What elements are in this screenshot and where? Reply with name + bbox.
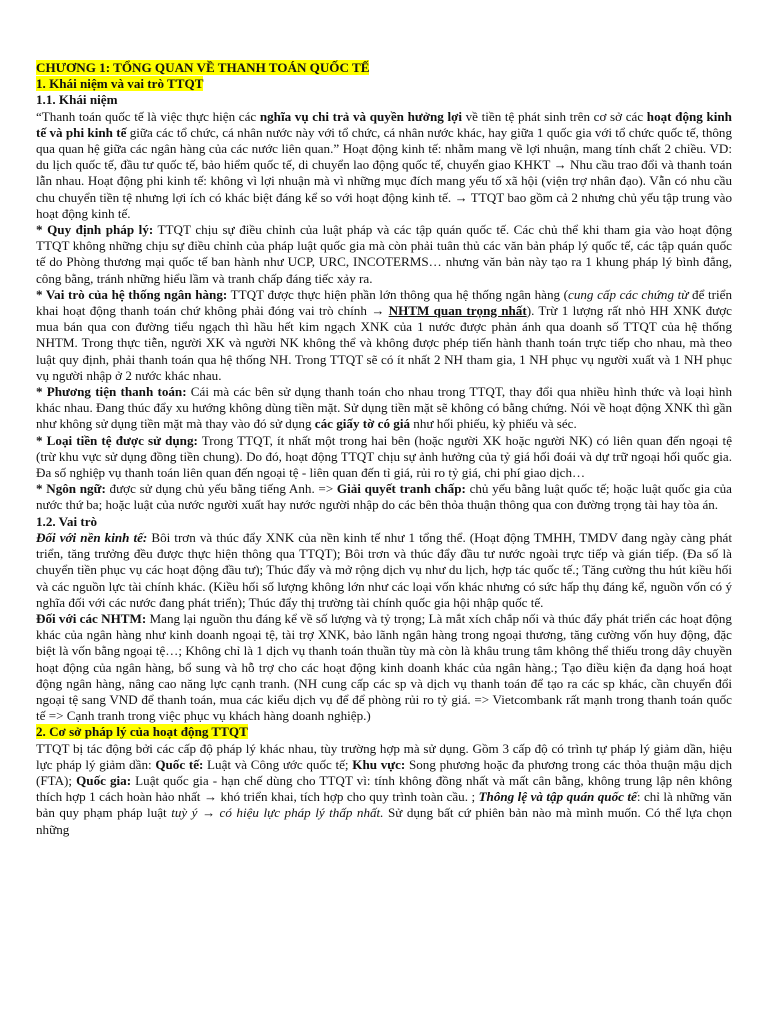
paragraph-nhtm: Đối với các NHTM: Mang lại nguồn thu đáng kể về số lượng và tỷ trọng; Là mắt xích chắp nối và thúc đẩy phát triển các hoạt động khác của ngân hàng như kinh doanh ngoại tệ, tài trợ XNK, bảo lãnh ngân hàng trong ngoại thương, tăng cường vốn huy động, đặc biệt là vốn bằng ngoại tệ…; Không chỉ là 1 dịch vụ thanh toán thuần tùy mà còn là khâu trung tâm không thể thiếu trong dây chuyền hoạt động của ngân hàng, bổ sung và hỗ trợ cho các hoạt động kinh doanh khác của ngân hàng.; Tạo điều kiện đa dạng hoá hoạt động ngân hàng, nâng cao năng lực cạnh tranh. (NH cung cấp các sp và dịch vụ thanh toán để tạo ra các sp khác, cần chuyển đổi ngoại tệ sang VND để thanh toán, mua các kiểu dịch vụ để để phòng rủi ro tỷ giá. => Vietcombank rất mạnh trong thanh toán quốc tế => Cạnh tranh trong việc phục vụ khách hàng doanh nghiệp.) xyxy=(36,610,732,724)
subsection-1-2-title: 1.2. Vai trò xyxy=(36,513,98,529)
paragraph-nen-kinh-te: Đối với nền kinh tế: Bôi trơn và thúc đẩy XNK của nền kinh tế như 1 tổng thể. (Hoạt động TMHH, TMDV đang ngày càng phát triển, tăng trưởng đều được thực hiện thông qua TTQT); Bôi trơn và thúc đẩy đầu tư nước ngoài trực tiếp và gián tiếp. (Đa số là chuyển tiền phục vụ các hoạt động đầu tư); Thúc đẩy và mở rộng dịch vụ như du lịch, hợp tác quốc tế.; Tăng cường thu hút kiều hối và các nguồn lực tài chính khác. (Kiều hối số lượng không lớn như các loại vốn khác nhưng có sức hấp thụ đáng kể, nguồn vốn có ý nghĩa đối với các nước đang phát triển); Thúc đẩy thị trường tài chính quốc gia hội nhập quốc tế. xyxy=(36,529,732,610)
paragraph-loai-tien-te: * Loại tiền tệ được sử dụng: Trong TTQT, ít nhất một trong hai bên (hoặc người XK hoặc người NK) có liên quan đến ngoại tệ (trừ khu vực sử dụng đồng tiền chung). Do đó, hoạt động TTQT chịu sự ảnh hưởng của tỷ giá hối đoái và dự trữ ngoại hối quốc gia. Đa số nghiệp vụ thanh toán liên quan đến ngoại tệ - liên quan đến tỉ giá, rủi ro tỷ giá, chi phí giao dịch… xyxy=(36,432,733,481)
paragraph-quy-dinh-phap-ly: * Quy định pháp lý: TTQT chịu sự điều chỉnh của luật pháp và các tập quán quốc tế. Các chủ thể khi tham gia vào hoạt động TTQT không những chịu sự điều chỉnh của pháp luật quốc gia mà còn phải tuân thủ các văn bản pháp lý quốc tế, các tập quán quốc tế do Phòng thương mại quốc tế ban hành như UCP, URC, INCOTERMS… nhưng văn bản này tạo ra 1 khung pháp lý bình đẳng, công bằng, tránh những hiểu lầm và tranh chấp đáng tiếc xảy ra. xyxy=(36,222,732,286)
paragraph-phuong-tien-thanh-toan: * Phương tiện thanh toán: Cái mà các bên sử dụng thanh toán cho nhau trong TTQT, thay đổi qua nhiều hình thức và loại hình khác nhau. Đang thúc đẩy xu hướng không dùng tiền mặt. Sử dụng tiền mặt sẽ không có bằng chứng. Nói về hoạt động XNK thì gần như không sử dụng tiền mặt mà thay vào đó sử dụng các giấy tờ có giá như hối phiếu, kỳ phiếu và séc. xyxy=(36,384,732,432)
section-1-title: 1. Khái niệm và vai trò TTQT xyxy=(36,76,204,92)
subsection-1-1-title: 1.1. Khái niệm xyxy=(36,92,118,108)
paragraph-ngon-ngu: * Ngôn ngữ: được sử dụng chủ yếu bằng tiếng Anh. => Giải quyết tranh chấp: chủ yếu bằng luật quốc tế; hoặc luật quốc gia của nước thứ ba; hoặc luật của nước người xuất hay nước người nhập do các bên thỏa thuận thông qua con đường trọng tài hay tòa án. xyxy=(36,481,732,513)
chapter-title: CHƯƠNG 1: TỔNG QUAN VỀ THANH TOÁN QUỐC TẾ xyxy=(36,60,370,75)
paragraph-co-so-phap-ly: TTQT bị tác động bởi các cấp độ pháp lý khác nhau, tùy trường hợp mà sử dụng. Gồm 3 cấp độ có trình tự pháp lý giảm dần, hiệu lực pháp lý giảm dần: Quốc tế: Luật và Công ước quốc tế; Khu vực: Song phương hoặc đa phương trong các thỏa thuận mậu dịch (FTA); Quốc gia: Luật quốc gia - hạn chế dùng cho TTQT vì: tính không đồng nhất và mất cân bằng, không trung lập nên không thích hợp 1 cách hoàn hảo nhất → khó triển khai, tích hợp cho quy trình toàn cầu. ; Thông lệ và tập quán quốc tế: chỉ là những văn bản quy phạm pháp luật tuỳ ý → có hiệu lực pháp lý thấp nhất. Sử dụng bất cứ phiên bản nào mà mình muốn. Có thể lựa chọn những xyxy=(36,740,733,837)
document-page xyxy=(36,60,732,838)
paragraph-vai-tro-ngan-hang: * Vai trò của hệ thống ngân hàng: TTQT được thực hiện phần lớn thông qua hệ thống ngân hàng (cung cấp các chứng từ để triển khai hoạt động thanh toán chứ không phải đóng vai trò chính → NHTM quan trọng nhất). Trừ 1 lượng rất nhỏ HH XNK được mua bán qua con đường tiểu ngạch thì hầu hết kim ngạch XNK của 1 nước được phản ánh qua doanh số TTQT của hệ thống NHTM. Trong thực tiễn, người XK và người NK không thể và không được phép tiến hành thanh toán trực tiếp cho nhau, mà theo luật quy định, phải thanh toán qua hệ thống NH. Trong TTQT sẽ có ít nhất 2 NH tham gia, 1 NH phục vụ người xuất và 1 NH phục vụ người nhập ở 2 nước khác nhau. xyxy=(36,286,732,383)
section-2-title: 2. Cơ sở pháp lý của hoạt động TTQT xyxy=(36,724,248,740)
paragraph-khai-niem: “Thanh toán quốc tế là việc thực hiện các nghĩa vụ chi trả và quyền hưởng lợi về tiền tệ phát sinh trên cơ sở các hoạt động kinh tế và phi kinh tế giữa các tổ chức, cá nhân nước này với tổ chức, cá nhân nước khác, hay giữa 1 quốc gia với tổ chức quốc tế, thông qua quan hệ giữa các ngân hàng của các nước liên quan.” Hoạt động kinh tế: nhằm mang về lợi nhuận, mang tính chất 2 chiều. VD: du lịch quốc tế, đầu tư quốc tế, bảo hiểm quốc tế, di chuyển lao động quốc tế, chuyển giao KHKT → Nhu cầu trao đổi và thanh toán lẫn nhau. Hoạt động phi kinh tế: không vì lợi nhuận mà vì những mục đích mang yếu tố xã hội (viện trợ nhân đạo). Vẫn có nhu cầu chu chuyển tiền tệ nhưng lợi ích có khác biệt đáng kể so với hoạt động kinh tế. → TTQT bao gồm cả 2 nhưng chủ yếu tập trung vào hoạt động kinh tế. xyxy=(36,108,733,221)
